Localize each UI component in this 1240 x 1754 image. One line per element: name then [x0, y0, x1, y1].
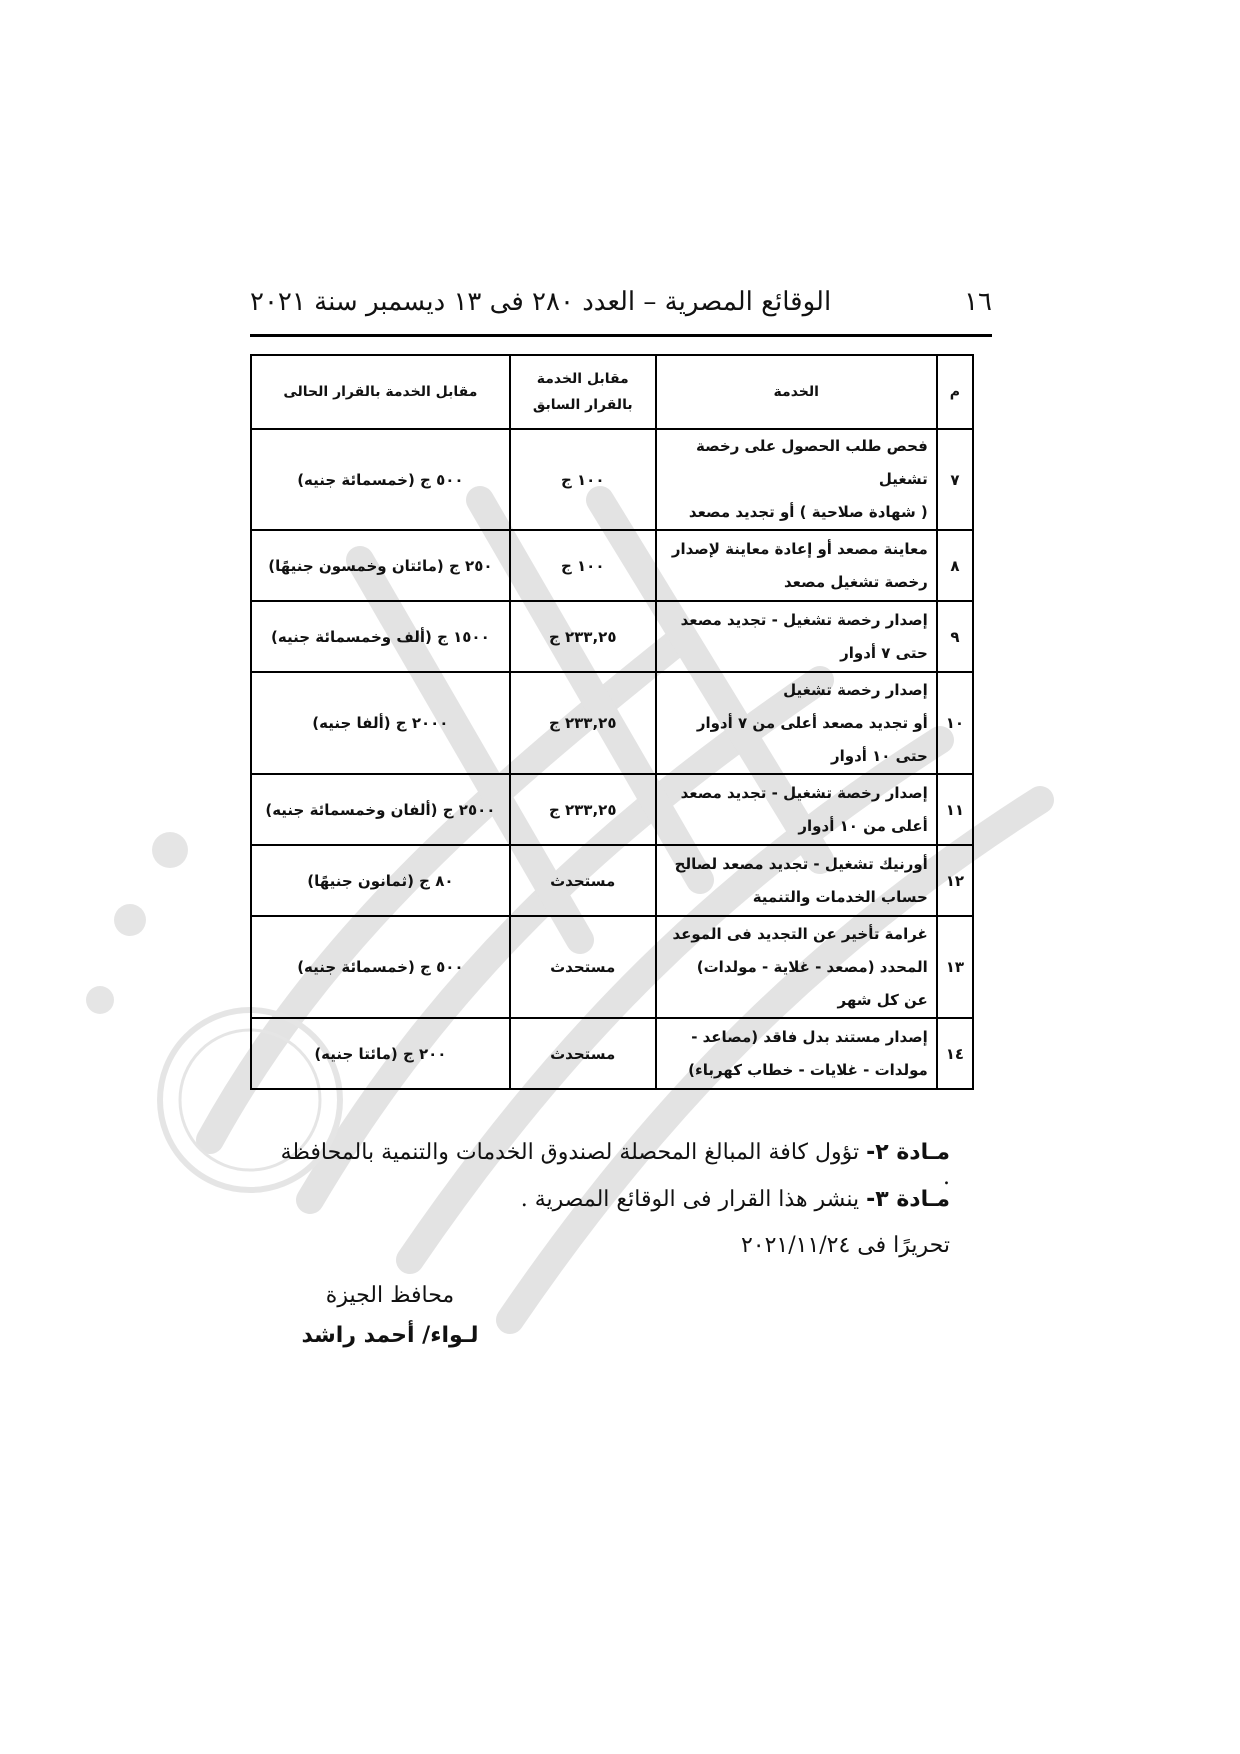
- article-text: ينشر هذا القرار فى الوقائع المصرية .: [520, 1187, 867, 1212]
- article-label: مـادة ٣-: [866, 1187, 950, 1212]
- service-line: أورنيك تشغيل - تجديد مصعد لصالح: [674, 854, 928, 873]
- table-row: [251, 530, 973, 601]
- service-line: إصدار رخصة تشغيل - تجديد مصعد: [680, 610, 928, 629]
- row-service: [656, 601, 937, 672]
- fees-table: [250, 354, 974, 1090]
- signatory-name: لـواء/ أحمد راشد: [301, 1323, 479, 1348]
- service-line: أعلى من ١٠ أدوار: [798, 816, 928, 835]
- table-header-row: [251, 355, 973, 429]
- row-service: [656, 672, 937, 774]
- row-current-fee: ٢٠٠ ج (مائتا جنيه): [251, 1018, 510, 1089]
- row-num: ١٢: [937, 845, 973, 916]
- service-line: إصدار رخصة تشغيل: [783, 680, 928, 699]
- service-line: غرامة تأخير عن التجديد فى الموعد: [672, 924, 928, 943]
- row-current-fee: ١٥٠٠ ج (ألف وخمسمائة جنيه): [251, 601, 510, 672]
- table-row: [251, 845, 973, 916]
- service-line: حتى ٧ أدوار: [840, 643, 928, 662]
- table-row: [251, 601, 973, 672]
- table-row: [251, 429, 973, 530]
- row-previous-fee: ١٠٠ ج: [510, 530, 656, 601]
- row-previous-fee: مستحدث: [510, 845, 656, 916]
- service-line: فحص طلب الحصول على رخصة تشغيل: [696, 437, 928, 488]
- row-num: ٩: [937, 601, 973, 672]
- row-previous-fee: ٢٣٣,٢٥ ج: [510, 601, 656, 672]
- row-num: ١٣: [937, 916, 973, 1018]
- row-current-fee: ٢٥٠٠ ج (ألفان وخمسمائة جنيه): [251, 774, 510, 845]
- table-row: [251, 774, 973, 845]
- row-service: [656, 530, 937, 601]
- header-previous-fee: [510, 355, 656, 429]
- row-current-fee: ٥٠٠ ج (خمسمائة جنيه): [251, 916, 510, 1018]
- service-line: ( شهادة صلاحية ) أو تجديد مصعد: [688, 503, 928, 521]
- row-current-fee: ٢٥٠ ج (مائتان وخمسون جنيهًا): [251, 530, 510, 601]
- article-2: [270, 1140, 950, 1190]
- signatory-title: محافظ الجيزة: [325, 1283, 455, 1308]
- row-num: ١٠: [937, 672, 973, 774]
- issue-date: تحريرًا فى ٢٠٢١/١١/٢٤: [740, 1233, 950, 1258]
- row-num: ٧: [937, 429, 973, 530]
- row-service: [656, 845, 937, 916]
- service-line: معاينة مصعد أو إعادة معاينة لإصدار: [671, 539, 928, 558]
- header-previous-fee-line: مقابل الخدمة: [536, 371, 629, 387]
- row-service: [656, 774, 937, 845]
- service-line: عن كل شهر: [837, 990, 928, 1009]
- service-line: حتى ١٠ أدوار: [830, 746, 928, 765]
- service-line: إصدار مستند بدل فاقد (مصاعد -: [691, 1027, 928, 1046]
- header-current-fee: مقابل الخدمة بالقرار الحالى: [251, 355, 510, 429]
- row-current-fee: ٢٠٠٠ ج (ألفا جنيه): [251, 672, 510, 774]
- row-previous-fee: مستحدث: [510, 1018, 656, 1089]
- table-row: [251, 672, 973, 774]
- header-rule: [250, 334, 992, 337]
- row-num: ٨: [937, 530, 973, 601]
- header-num: م: [937, 355, 973, 429]
- article-text: تؤول كافة المبالغ المحصلة لصندوق الخدمات والتنمية بالمحافظة .: [280, 1140, 950, 1190]
- row-num: ١١: [937, 774, 973, 845]
- page-number: ١٦: [964, 287, 992, 317]
- row-previous-fee: ٢٣٣,٢٥ ج: [510, 774, 656, 845]
- row-num: ١٤: [937, 1018, 973, 1089]
- row-previous-fee: ١٠٠ ج: [510, 429, 656, 530]
- service-line: إصدار رخصة تشغيل - تجديد مصعد: [680, 783, 928, 802]
- article-label: مـادة ٢-: [866, 1140, 950, 1165]
- page-header: [250, 282, 992, 322]
- header-previous-fee-line: بالقرار السابق: [532, 397, 633, 413]
- service-line: مولدات - غلايات - خطاب كهرباء): [688, 1060, 928, 1079]
- row-current-fee: ٥٠٠ ج (خمسمائة جنيه): [251, 429, 510, 530]
- service-line: حساب الخدمات والتنمية: [752, 887, 928, 906]
- row-service: [656, 916, 937, 1018]
- service-line: المحدد (مصعد - غلاية - مولدات): [696, 957, 928, 976]
- row-previous-fee: مستحدث: [510, 916, 656, 1018]
- service-line: أو تجديد مصعد أعلى من ٧ أدوار: [696, 713, 928, 732]
- row-previous-fee: ٢٣٣,٢٥ ج: [510, 672, 656, 774]
- table-row: [251, 916, 973, 1018]
- table-row: [251, 1018, 973, 1089]
- header-service: الخدمة: [656, 355, 937, 429]
- article-3: [270, 1187, 950, 1212]
- service-line: رخصة تشغيل مصعد: [783, 572, 928, 591]
- row-current-fee: ٨٠ ج (ثمانون جنيهًا): [251, 845, 510, 916]
- running-title: الوقائع المصرية – العدد ٢٨٠ فى ١٣ ديسمبر سنة ٢٠٢١: [250, 287, 832, 317]
- row-service: [656, 1018, 937, 1089]
- row-service: [656, 429, 937, 530]
